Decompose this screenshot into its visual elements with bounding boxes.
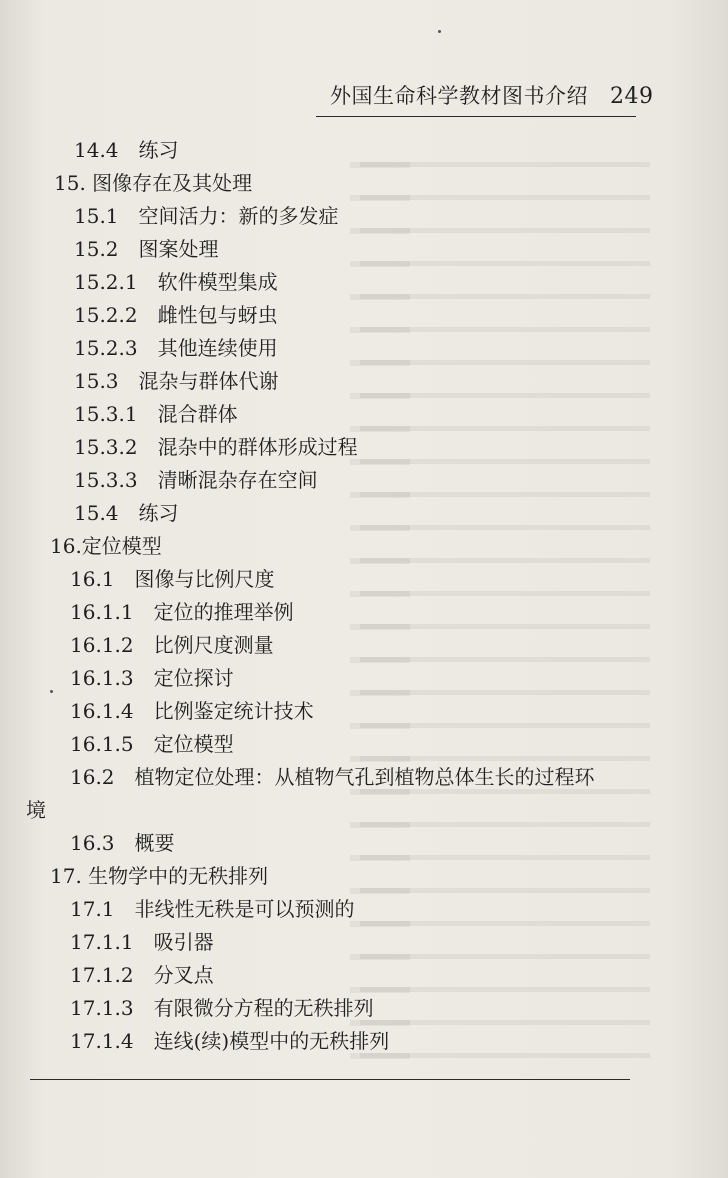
toc-entry: 16.1.3 定位探讨 [70, 666, 234, 690]
bleed-through-text [350, 140, 410, 1070]
toc-entry: 16.3 概要 [70, 831, 175, 855]
toc-entry: 16.2 植物定位处理：从植物气孔到植物总体生长的过程环 [70, 765, 595, 789]
toc-entry-continuation: 境 [26, 798, 46, 822]
toc-chapter: 16.定位模型 [50, 534, 162, 558]
header-rule [316, 116, 636, 117]
toc-entry: 15.3.2 混杂中的群体形成过程 [74, 435, 358, 459]
toc-entry: 16.1.2 比例尺度测量 [70, 633, 274, 657]
footer-rule [30, 1079, 630, 1080]
toc-entry: 15.1 空间活力：新的多发症 [74, 204, 339, 228]
paper-speck [50, 690, 53, 693]
toc-entry: 17.1 非线性无秩是可以预测的 [70, 897, 355, 921]
toc-entry: 15.2 图案处理 [74, 237, 219, 261]
toc-entry: 16.1.1 定位的推理举例 [70, 600, 294, 624]
toc-entry: 15.3.3 清晰混杂存在空间 [74, 468, 318, 492]
toc-entry: 15.4 练习 [74, 501, 179, 525]
toc-entry: 16.1.4 比例鉴定统计技术 [70, 699, 314, 723]
running-header [330, 80, 654, 110]
toc-entry: 17.1.1 吸引器 [70, 930, 214, 954]
toc-entry: 14.4 练习 [74, 138, 179, 162]
toc-entry: 15.2.1 软件模型集成 [74, 270, 278, 294]
toc-entry: 17.1.3 有限微分方程的无秩排列 [70, 996, 374, 1020]
toc-entry: 17.1.4 连线(续)模型中的无秩排列 [70, 1029, 390, 1053]
header-title: 外国生命科学教材图书介绍 [330, 84, 588, 108]
toc-chapter: 17. 生物学中的无秩排列 [50, 864, 269, 888]
toc-chapter: 15. 图像存在及其处理 [54, 171, 253, 195]
paper-speck [438, 30, 441, 33]
toc-entry: 17.1.2 分叉点 [70, 963, 214, 987]
page-number: 249 [610, 84, 654, 109]
toc-entry: 15.3 混杂与群体代谢 [74, 369, 279, 393]
toc-entry: 15.2.3 其他连续使用 [74, 336, 278, 360]
toc-entry: 16.1 图像与比例尺度 [70, 567, 275, 591]
toc-entry: 15.3.1 混合群体 [74, 402, 238, 426]
toc-entry: 15.2.2 雌性包与蚜虫 [74, 303, 278, 327]
toc-entry: 16.1.5 定位模型 [70, 732, 234, 756]
